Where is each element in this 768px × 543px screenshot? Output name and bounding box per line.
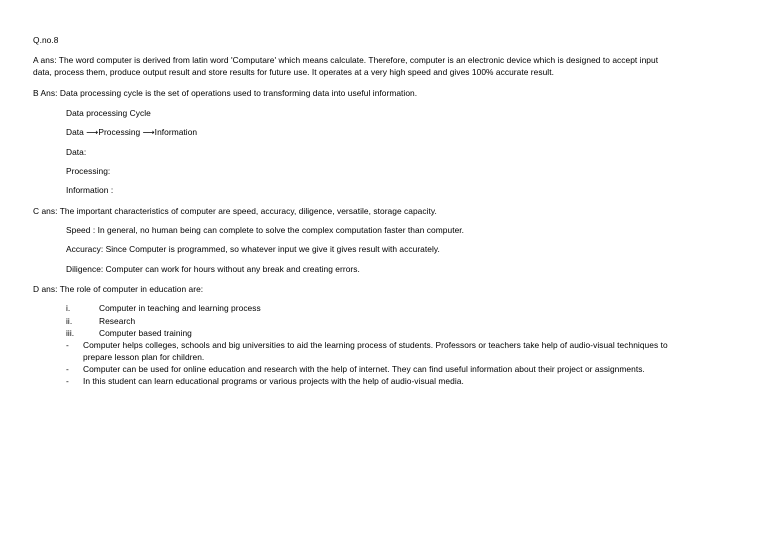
bullet-item-line: In this student can learn educational programs or various projects with the help of audio-visual media. [83, 376, 464, 386]
answer-c-intro: C ans: The important characteristics of computer are speed, accuracy, diligence, versatile, storage capacity. [33, 206, 437, 216]
characteristic-speed: Speed : In general, no human being can complete to solve the complex computation faster than computer. [66, 225, 465, 235]
bullet-marker: - [66, 376, 69, 386]
bullet-item-line: Computer helps colleges, schools and big universities to aid the learning process of students. Professors or teachers take help of audio-visual techniques to [83, 340, 668, 350]
characteristic-diligence: Diligence: Computer can work for hours without any break and creating errors. [66, 264, 360, 274]
list-item: Computer based training [99, 328, 192, 338]
bullet-item-line: prepare lesson plan for children. [83, 352, 205, 362]
list-item: Research [99, 316, 136, 326]
processing-label: Processing: [66, 166, 111, 176]
information-label: Information : [66, 185, 114, 195]
data-processing-cycle-title: Data processing Cycle [66, 108, 151, 118]
data-processing-cycle-flow: Data ⟶Processing ⟶Information [66, 127, 198, 137]
answer-d-intro: D ans: The role of computer in education are: [33, 284, 204, 294]
list-item-marker: i. [66, 303, 71, 313]
bullet-marker: - [66, 364, 69, 374]
answer-a-line-2: data, process them, produce output result and store results for future use. It operates at a very high speed and gives 100% accurate result. [33, 67, 554, 77]
characteristic-accuracy: Accuracy: Since Computer is programmed, so whatever input we give it gives result with accurately. [66, 244, 440, 254]
list-item: Computer in teaching and learning process [99, 303, 261, 313]
bullet-marker: - [66, 340, 69, 350]
answer-a-line-1: A ans: The word computer is derived from latin word 'Computare' which means calculate. Therefore, computer is an electronic device which is designed to accept input [33, 55, 659, 65]
answer-b-intro: B Ans: Data processing cycle is the set of operations used to transforming data into useful information. [33, 88, 418, 98]
list-item-marker: iii. [66, 328, 75, 338]
question-number: Q.no.8 [33, 35, 59, 45]
list-item-marker: ii. [66, 316, 73, 326]
data-label: Data: [66, 147, 87, 157]
bullet-item-line: Computer can be used for online education and research with the help of internet. They can find useful information about their project or assignments. [83, 364, 645, 374]
